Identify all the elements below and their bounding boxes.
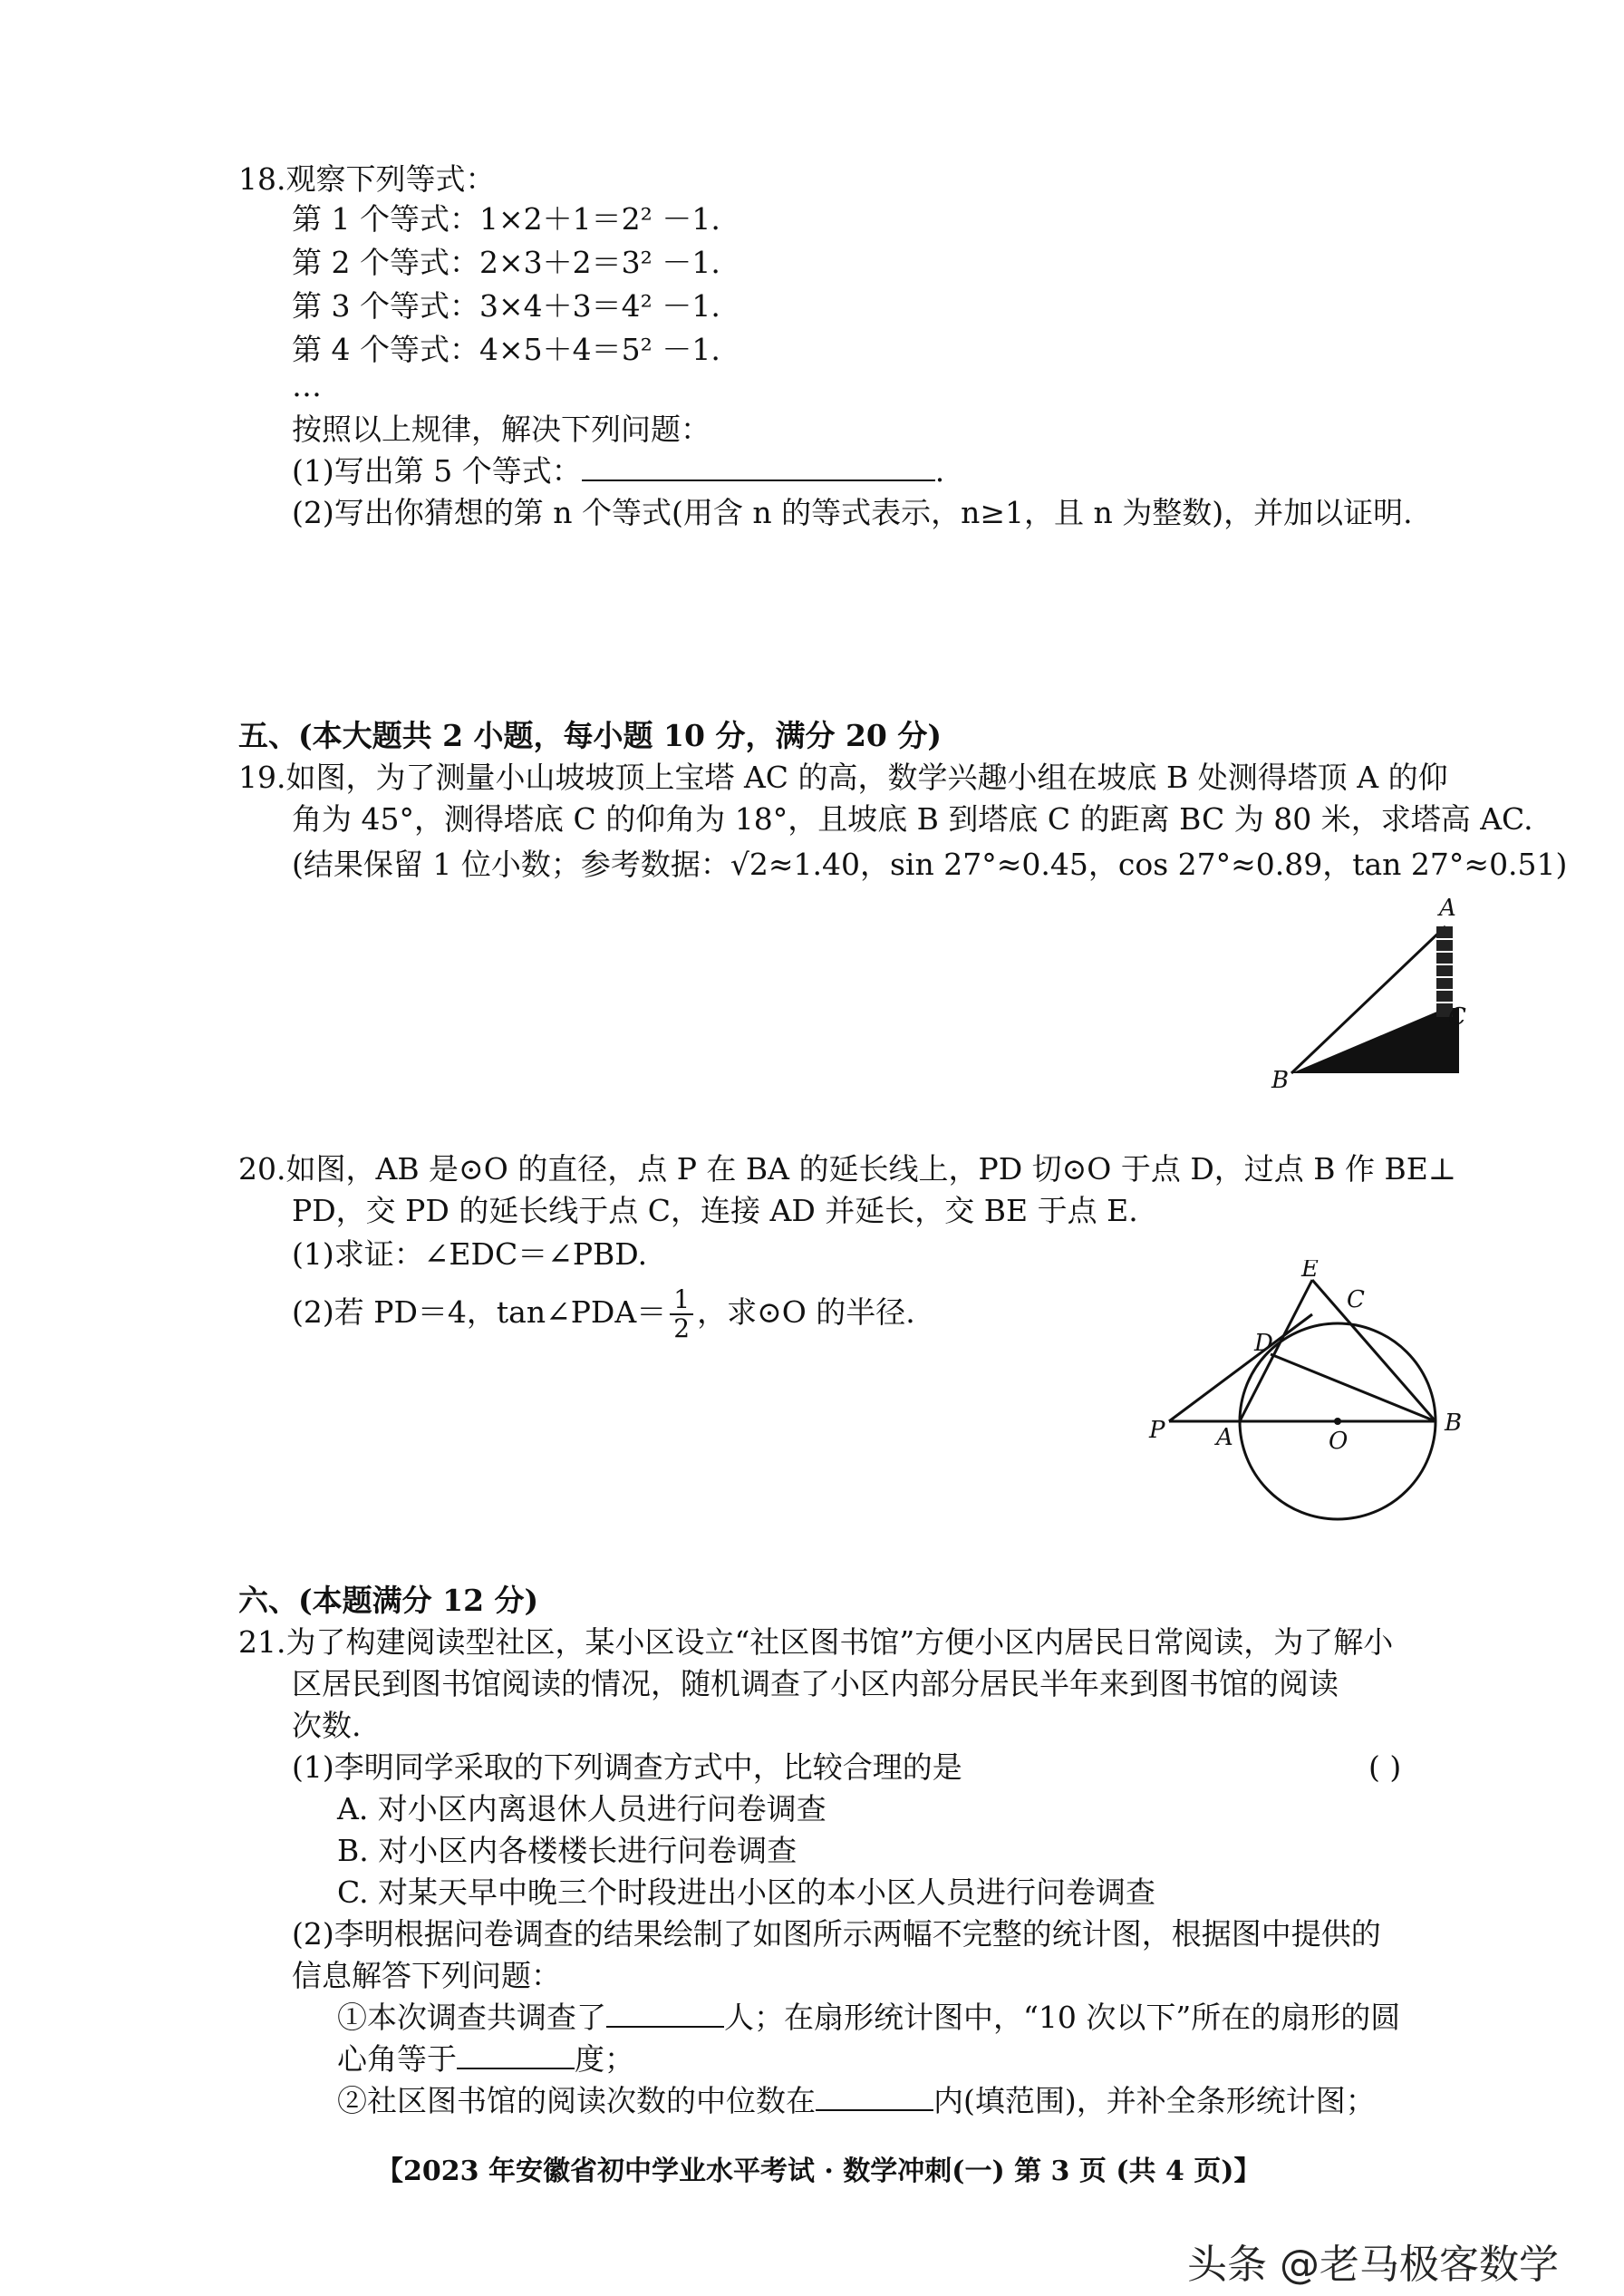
- q21-sub1-text-b: 人；在扇形统计图中，“10 次以下”所在的扇形的圆: [724, 2000, 1401, 2035]
- q19-line2: 角为 45°，测得塔底 C 的仰角为 18°，且坡底 B 到塔底 C 的距离 BC 为 80 米，求塔高 AC.: [292, 801, 1533, 837]
- label-P: P: [1149, 1417, 1165, 1444]
- section5-heading: 五、(本大题共 2 小题，每小题 10 分，满分 20 分): [238, 718, 942, 753]
- q21-option-a: A. 对小区内离退休人员进行问卷调查: [337, 1791, 826, 1826]
- q20-part2: [292, 1284, 915, 1342]
- q21-sub2-text-b: 内(填范围)，并补全条形统计图；: [933, 2083, 1376, 2118]
- q18-equation-3: 第 3 个等式：3×4＋3＝4² －1.: [292, 288, 720, 324]
- q18-equation-1: 第 1 个等式：1×2＋1＝2² －1.: [292, 201, 720, 237]
- q21-part2-line1: (2)李明根据问卷调查的结果绘制了如图所示两幅不完整的统计图，根据图中提供的: [292, 1916, 1381, 1952]
- q18-equation-4: 第 4 个等式：4×5＋4＝5² －1.: [292, 332, 720, 367]
- fraction-denominator: 2: [673, 1313, 691, 1343]
- section6-heading: 六、(本题满分 12 分): [238, 1583, 539, 1618]
- q21-option-c: C. 对某天早中晚三个时段进出小区的本小区人员进行问卷调查: [337, 1875, 1156, 1910]
- q21-sub2-text-a: ②社区图书馆的阅读次数的中位数在: [337, 2083, 816, 2118]
- q18-title: 18.观察下列等式：: [238, 161, 496, 197]
- q21-sub1-text-a: ①本次调查共调查了: [337, 2000, 606, 2035]
- fraction-numerator: 1: [670, 1286, 693, 1315]
- q20-part2-post: ，求⊙O 的半径.: [697, 1294, 915, 1330]
- label-C: C: [1448, 1003, 1466, 1031]
- label-B: B: [1445, 1410, 1463, 1437]
- pagoda-slope-figure: [1264, 879, 1477, 1092]
- q18-part1: [292, 451, 944, 491]
- q18-part1-end: .: [934, 453, 945, 489]
- label-A: A: [1439, 895, 1456, 922]
- answer-blank[interactable]: [816, 2082, 933, 2111]
- fraction-one-half: [670, 1286, 693, 1342]
- q19-line1: 19.如图，为了测量小山坡坡顶上宝塔 AC 的高，数学兴趣小组在坡底 B 处测得塔顶 A 的仰: [238, 760, 1448, 795]
- q21-sub2: [337, 2081, 1376, 2121]
- q21-sub1-line1: [337, 1998, 1400, 2038]
- q21-sub1-text-c: 心角等于: [337, 2041, 457, 2077]
- q21-line1: 21.为了构建阅读型社区，某小区设立“社区图书馆”方便小区内居民日常阅读，为了解小: [238, 1624, 1394, 1660]
- answer-blank[interactable]: [606, 1999, 724, 2028]
- label-B: B: [1271, 1067, 1290, 1092]
- answer-parentheses[interactable]: ( ): [1368, 1749, 1402, 1785]
- q18-part1-text: (1)写出第 5 个等式：: [292, 453, 582, 489]
- q20-line1: 20.如图，AB 是⊙O 的直径，点 P 在 BA 的延长线上，PD 切⊙O 于点 D，过点 B 作 BE⊥: [238, 1151, 1456, 1187]
- q19-line3: (结果保留 1 位小数；参考数据：√2≈1.40，sin 27°≈0.45，cos 27°≈0.89，tan 27°≈0.51): [292, 847, 1568, 882]
- label-C: C: [1347, 1286, 1365, 1313]
- center-point-O: [1334, 1418, 1341, 1425]
- q21-line3: 次数.: [292, 1708, 362, 1743]
- label-E: E: [1301, 1260, 1319, 1283]
- q21-option-b: B. 对小区内各楼楼长进行问卷调查: [337, 1833, 798, 1868]
- line-DB: [1271, 1354, 1436, 1421]
- page-footer: 【2023 年安徽省初中学业水平考试 · 数学冲刺(一) 第 3 页 (共 4 页)】: [376, 2156, 1262, 2187]
- label-A: A: [1216, 1424, 1233, 1451]
- q21-sub1-text-d: 度；: [575, 2041, 634, 2077]
- q20-part1: (1)求证：∠EDC＝∠PBD.: [292, 1236, 648, 1272]
- q21-sub1-line2: [337, 2039, 634, 2079]
- label-D: D: [1254, 1330, 1273, 1357]
- line-EB: [1312, 1280, 1436, 1421]
- answer-blank[interactable]: [457, 2040, 575, 2069]
- q21-part2-line2: 信息解答下列问题：: [292, 1958, 561, 1993]
- q18-instruction: 按照以上规律，解决下列问题：: [292, 412, 710, 447]
- q20-line2: PD，交 PD 的延长线于点 C，连接 AD 并延长，交 BE 于点 E.: [292, 1193, 1138, 1228]
- q18-ellipsis: …: [292, 368, 322, 403]
- label-O: O: [1329, 1428, 1348, 1455]
- slope-shape: [1291, 1008, 1459, 1073]
- q20-part2-pre: (2)若 PD＝4，tan∠PDA＝: [292, 1294, 667, 1330]
- circle-tangent-figure: [1142, 1260, 1477, 1577]
- line-AE: [1240, 1280, 1312, 1421]
- q18-part2: (2)写出你猜想的第 n 个等式(用含 n 的等式表示，n≥1，且 n 为整数)，并加以证明.: [292, 495, 1413, 530]
- answer-blank[interactable]: [582, 452, 935, 481]
- watermark: 头条 @老马极客数学: [1187, 2242, 1559, 2288]
- q18-equation-2: 第 2 个等式：2×3＋2＝3² －1.: [292, 245, 720, 280]
- q21-line2: 区居民到图书馆阅读的情况，随机调查了小区内部分居民半年来到图书馆的阅读: [292, 1666, 1339, 1701]
- q21-part1: (1)李明同学采取的下列调查方式中，比较合理的是: [292, 1749, 962, 1785]
